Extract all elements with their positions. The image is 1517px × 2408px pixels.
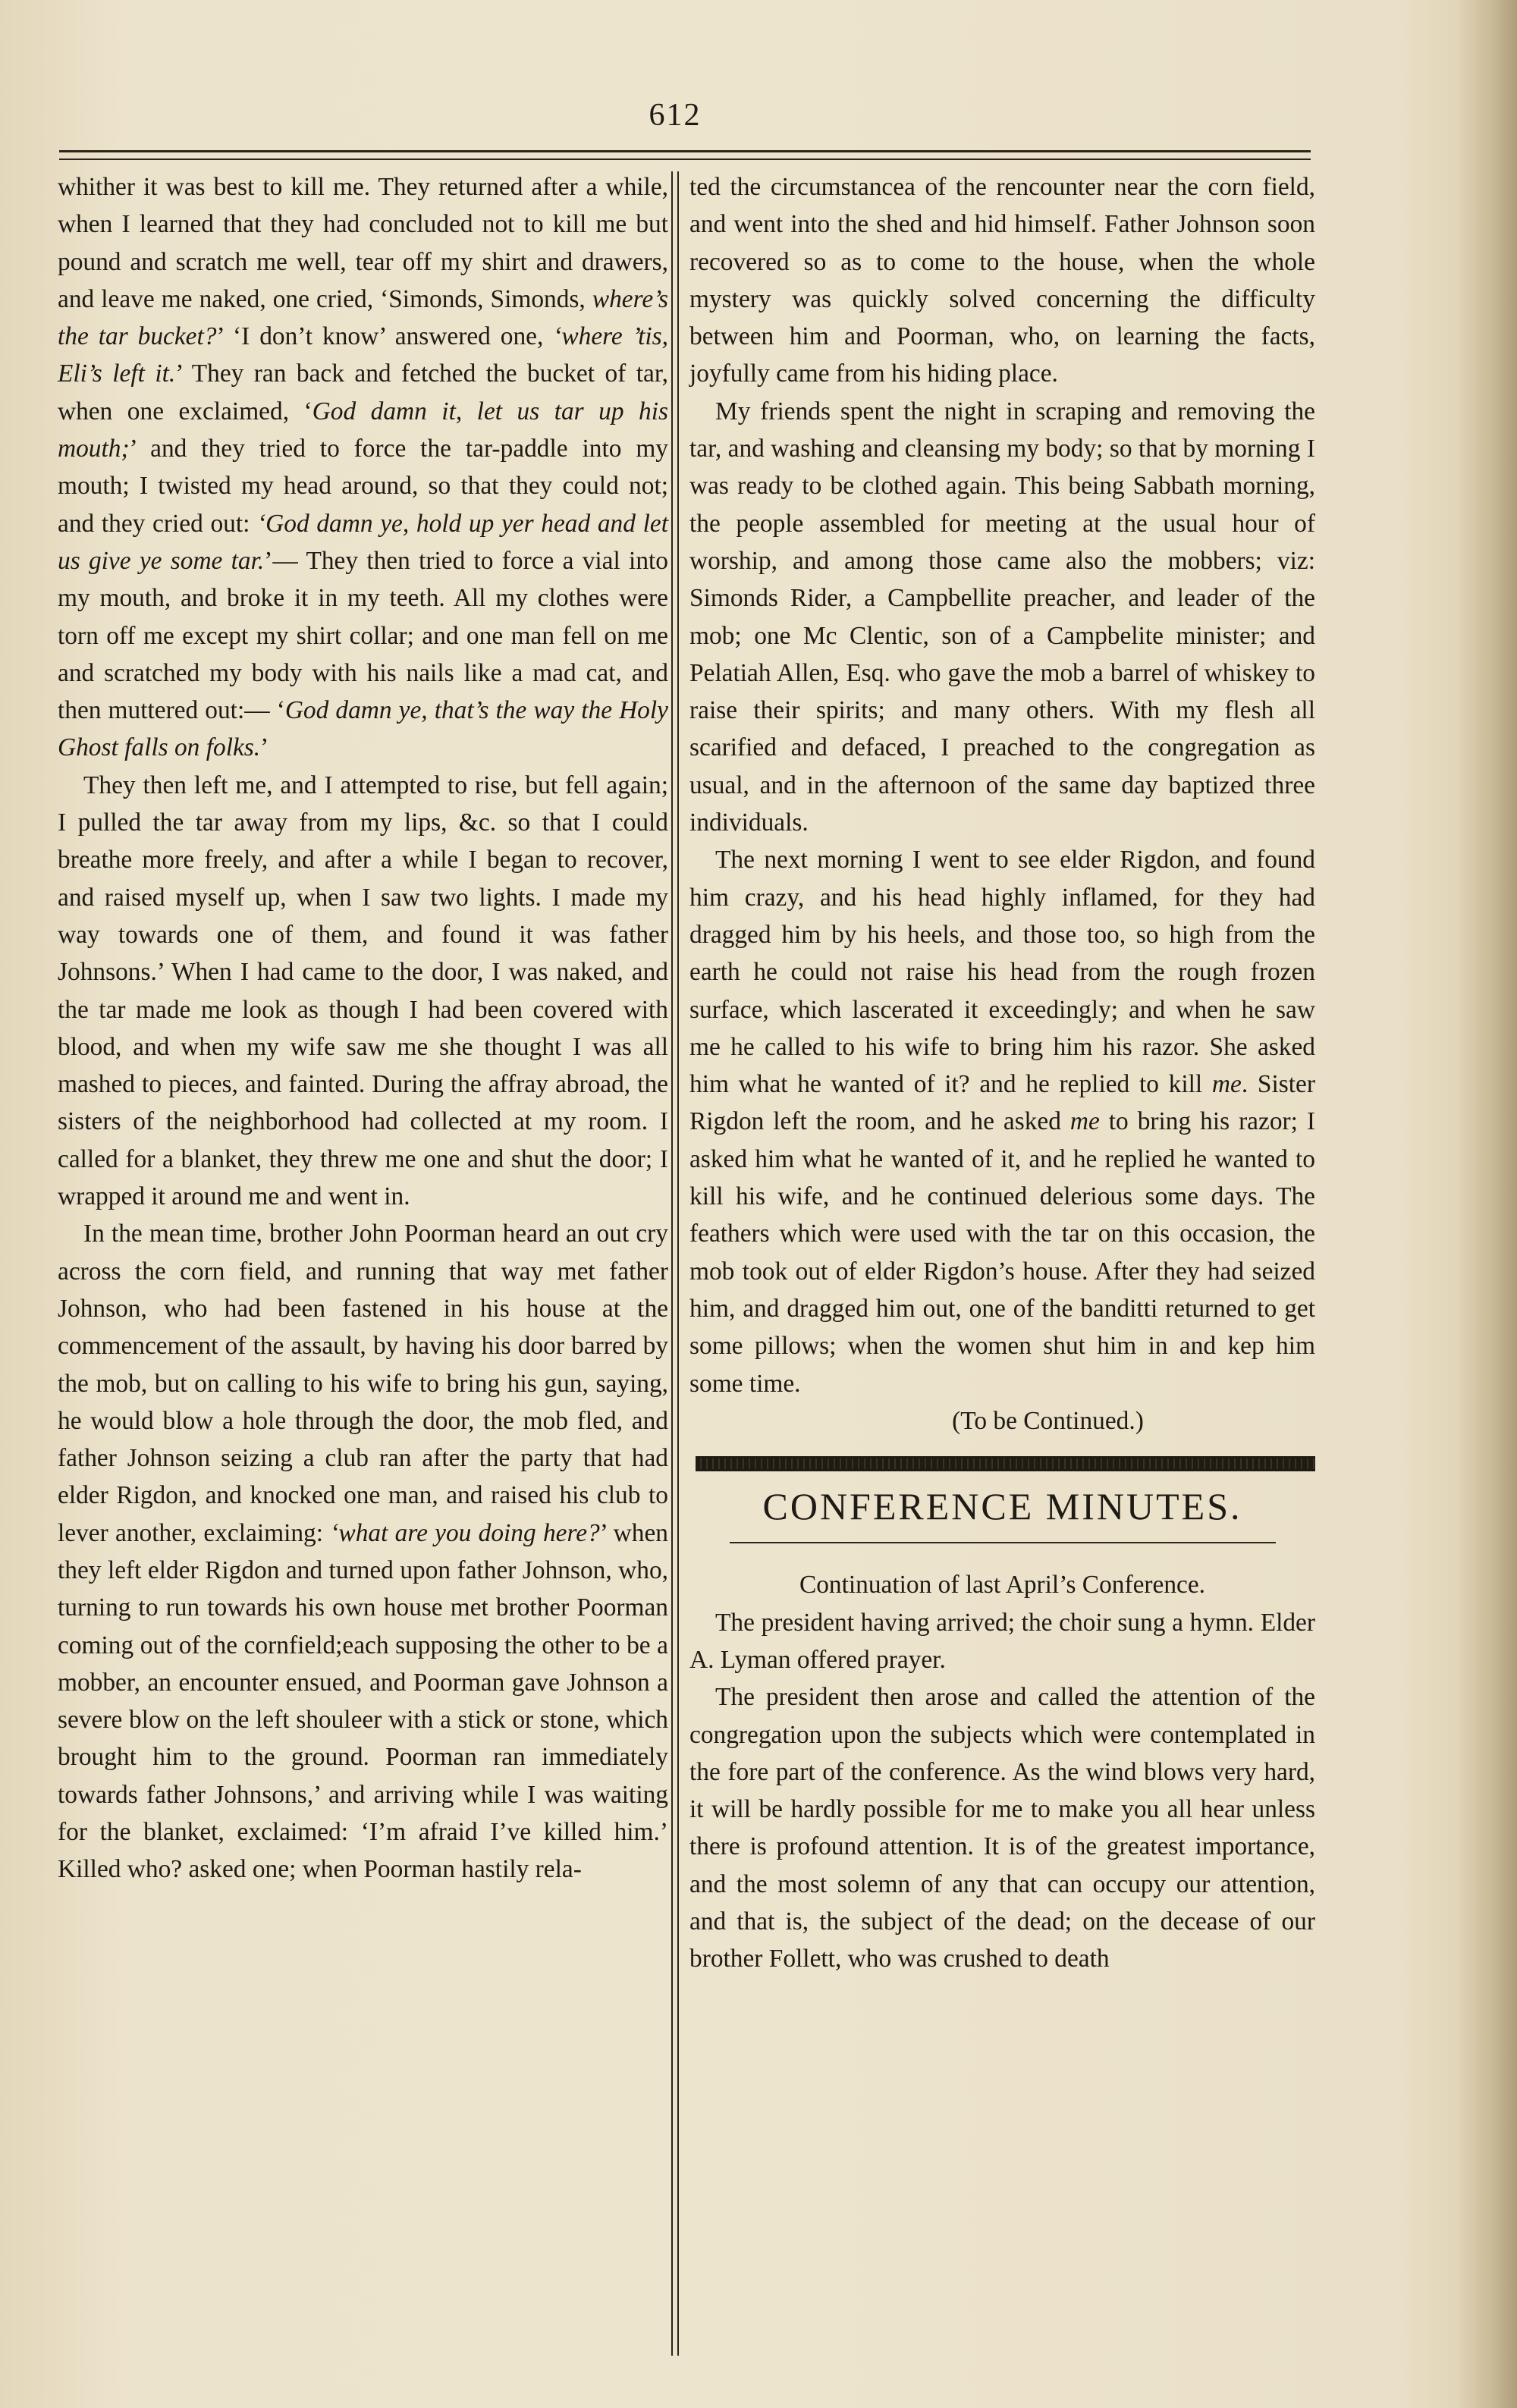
paragraph [689, 1604, 1315, 1679]
page-spine-shadow [1456, 0, 1517, 2408]
text-run: ’ [260, 733, 269, 762]
paragraph [689, 393, 1315, 842]
text-run: ’ ‘I don’t know’ answered one, [216, 322, 554, 351]
italic-text-run: me [1211, 1070, 1242, 1099]
paragraph [58, 168, 668, 767]
text-run: They then left me, and I attempted to rise, but fell again; I pulled the tar away from my lips, &c. so that I could breathe more freely, and after a while I began to recover, and raised myself up, when I saw two lights. I made my way towards one of them, and found it was father Johnsons.’ When I had came to the door, I was naked, and the tar made me look as though I had been covered with blood, and when my wife saw me she thought I was all mashed to pieces, and fainted. During the affray abroad, the sisters of the neighborhood had collected at my room. I called for a blanket, they threw me one and shut the door; I wrapped it around me and went in. [58, 771, 668, 1211]
section-separator-rule [696, 1456, 1315, 1471]
section-title: CONFERENCE MINUTES. [762, 1485, 1242, 1528]
italic-text-run: ‘God damn ye, hold up yer head and let us give ye some tar. [58, 509, 668, 575]
text-run: ’— They then tried to force a vial into my mouth, and broke it in my teeth. All my clothes were torn off me except my shirt collar; and one man fell on me and scratched my body with his nails like a mad cat, and then muttered out:— ‘ [58, 546, 668, 725]
italic-text-run: God damn ye, that’s the way the Holy Ghost falls on folks. [58, 696, 668, 762]
italic-text-run: me [1069, 1107, 1100, 1136]
text-run: Continuation of last April’s Conference. [799, 1571, 1206, 1600]
paragraph [58, 1215, 668, 1888]
page-number: 612 [649, 98, 702, 133]
text-run: ted the circumstancea of the rencounter near the corn field, and went into the shed and hid himself. Father Johnson soon recovered so as to come to the house, when the whole mystery was quickly solved concerning the difficulty between him and Poorman, who, on learning the facts, joyfully came from his hiding place. [689, 173, 1315, 388]
left-text-column [58, 168, 668, 1888]
italic-text-run: ‘where ’tis, Eli’s left it. [58, 322, 668, 388]
text-run: The president then arose and called the attention of the congregation upon the subjects which were contemplated in the fore part of the conference. As the wind blows very hard, it will be hardly possible for me to make you all hear unless there is profound attention. It is of the greatest importance, and the most solemn of any that can occupy our attention, and that is, the subject of the dead; on the decease of our brother Follett, who was crushed to death [689, 1683, 1315, 1973]
paragraph [689, 841, 1315, 1402]
text-run: whither it was best to kill me. They returned after a while, when I learned that they had concluded not to kill me but pound and scratch me well, tear off my shirt and drawers, and leave me naked, one cried, ‘Simonds, Simonds, [58, 173, 668, 313]
right-text-column [689, 168, 1315, 1978]
text-run: In the mean time, brother John Poorman heard an out cry across the corn field, and running that way met father Johnson, who had been fastened in his house at the commencement of the assault, by having his door barred by the mob, but on calling to his wife to bring his gun, saying, he would blow a hole through the door, the mob fled, and father Johnson seizing a club ran after the party that had elder Rigdon, and knocked one man, and raised his club to lever another, exclaiming: [58, 1220, 668, 1547]
conference-subtitle [689, 1566, 1315, 1603]
text-run: to bring his razor; I asked him what he wanted of it, and he replied he wanted to kill his wife, and he continued delerious some days. The feathers which were used with the tar on this occasion, the mob took out of elder Rigdon’s house. After they had seized him, and dragged him out, one of the banditti returned to get some pillows; when the women shut him in and kep him some time. [689, 1107, 1315, 1398]
title-underline-rule [730, 1542, 1276, 1543]
conference-minutes-text [689, 1566, 1315, 1977]
text-run: ’ and they tried to force the tar-paddle into my mouth; I twisted my head around, so that they could not; and they cried out: [58, 435, 668, 538]
text-run: . Sister Rigdon left the room, and he asked [689, 1070, 1315, 1136]
italic-text-run: ‘what are you doing here? [330, 1518, 600, 1547]
paragraph [689, 1678, 1315, 1977]
header-double-rule [59, 150, 1311, 160]
column-divider [671, 171, 679, 2356]
text-run: The president having arrived; the choir sung a hymn. Elder A. Lyman offered prayer. [689, 1608, 1315, 1674]
italic-text-run: God damn it, let us tar up his mouth; [58, 397, 668, 463]
paragraph [58, 767, 668, 1216]
text-run: My friends spent the night in scraping and removing the tar, and washing and cleansing my body; so that by morning I was ready to be clothed again. This being Sabbath morning, the people assembled for meeting at the usual hour of worship, and among those came also the mobbers; viz: Simonds Rider, a Campbellite preacher, and leader of the mob; one Mc Clentic, son of a Campbelite minister; and Pelatiah Allen, Esq. who gave the mob a barrel of whiskey to raise their spirits; and many others. With my flesh all scarified and defaced, I preached to the congregation as usual, and in the afternoon of the same day baptized three individuals. [689, 397, 1315, 837]
paragraph [689, 168, 1315, 393]
italic-text-run: where’s the tar bucket? [58, 284, 668, 351]
text-run: ’ when they left elder Rigdon and turned upon father Johnson, who, turning to run towards his own house met brother Poorman coming out of the cornfield;each supposing the other to be a mobber, an encounter ensued, and Poorman gave Johnson a severe blow on the left shouleer with a stick or stone, which brought him to the ground. Poorman ran immediately towards father Johnsons,’ and arriving while I was waiting for the blanket, exclaimed: ‘I’m afraid I’ve killed him.’ Killed who? asked one; when Poorman hastily rela- [58, 1518, 668, 1884]
to-be-continued-note: (To be Continued.) [952, 1406, 1144, 1435]
text-run: The next morning I went to see elder Rigdon, and found him crazy, and his head highly inflamed, for they had dragged him by his heels, and those too, so high from the earth he could not raise his head from the rough frozen surface, which lascerated it exceedingly; and when he saw me he called to his wife to bring him his razor. She asked him what he wanted of it? and he replied to kill [689, 846, 1315, 1099]
right-column-article-continuation [689, 168, 1315, 1402]
text-run: ’ They ran back and fetched the bucket of tar, when one exclaimed, ‘ [58, 359, 668, 425]
